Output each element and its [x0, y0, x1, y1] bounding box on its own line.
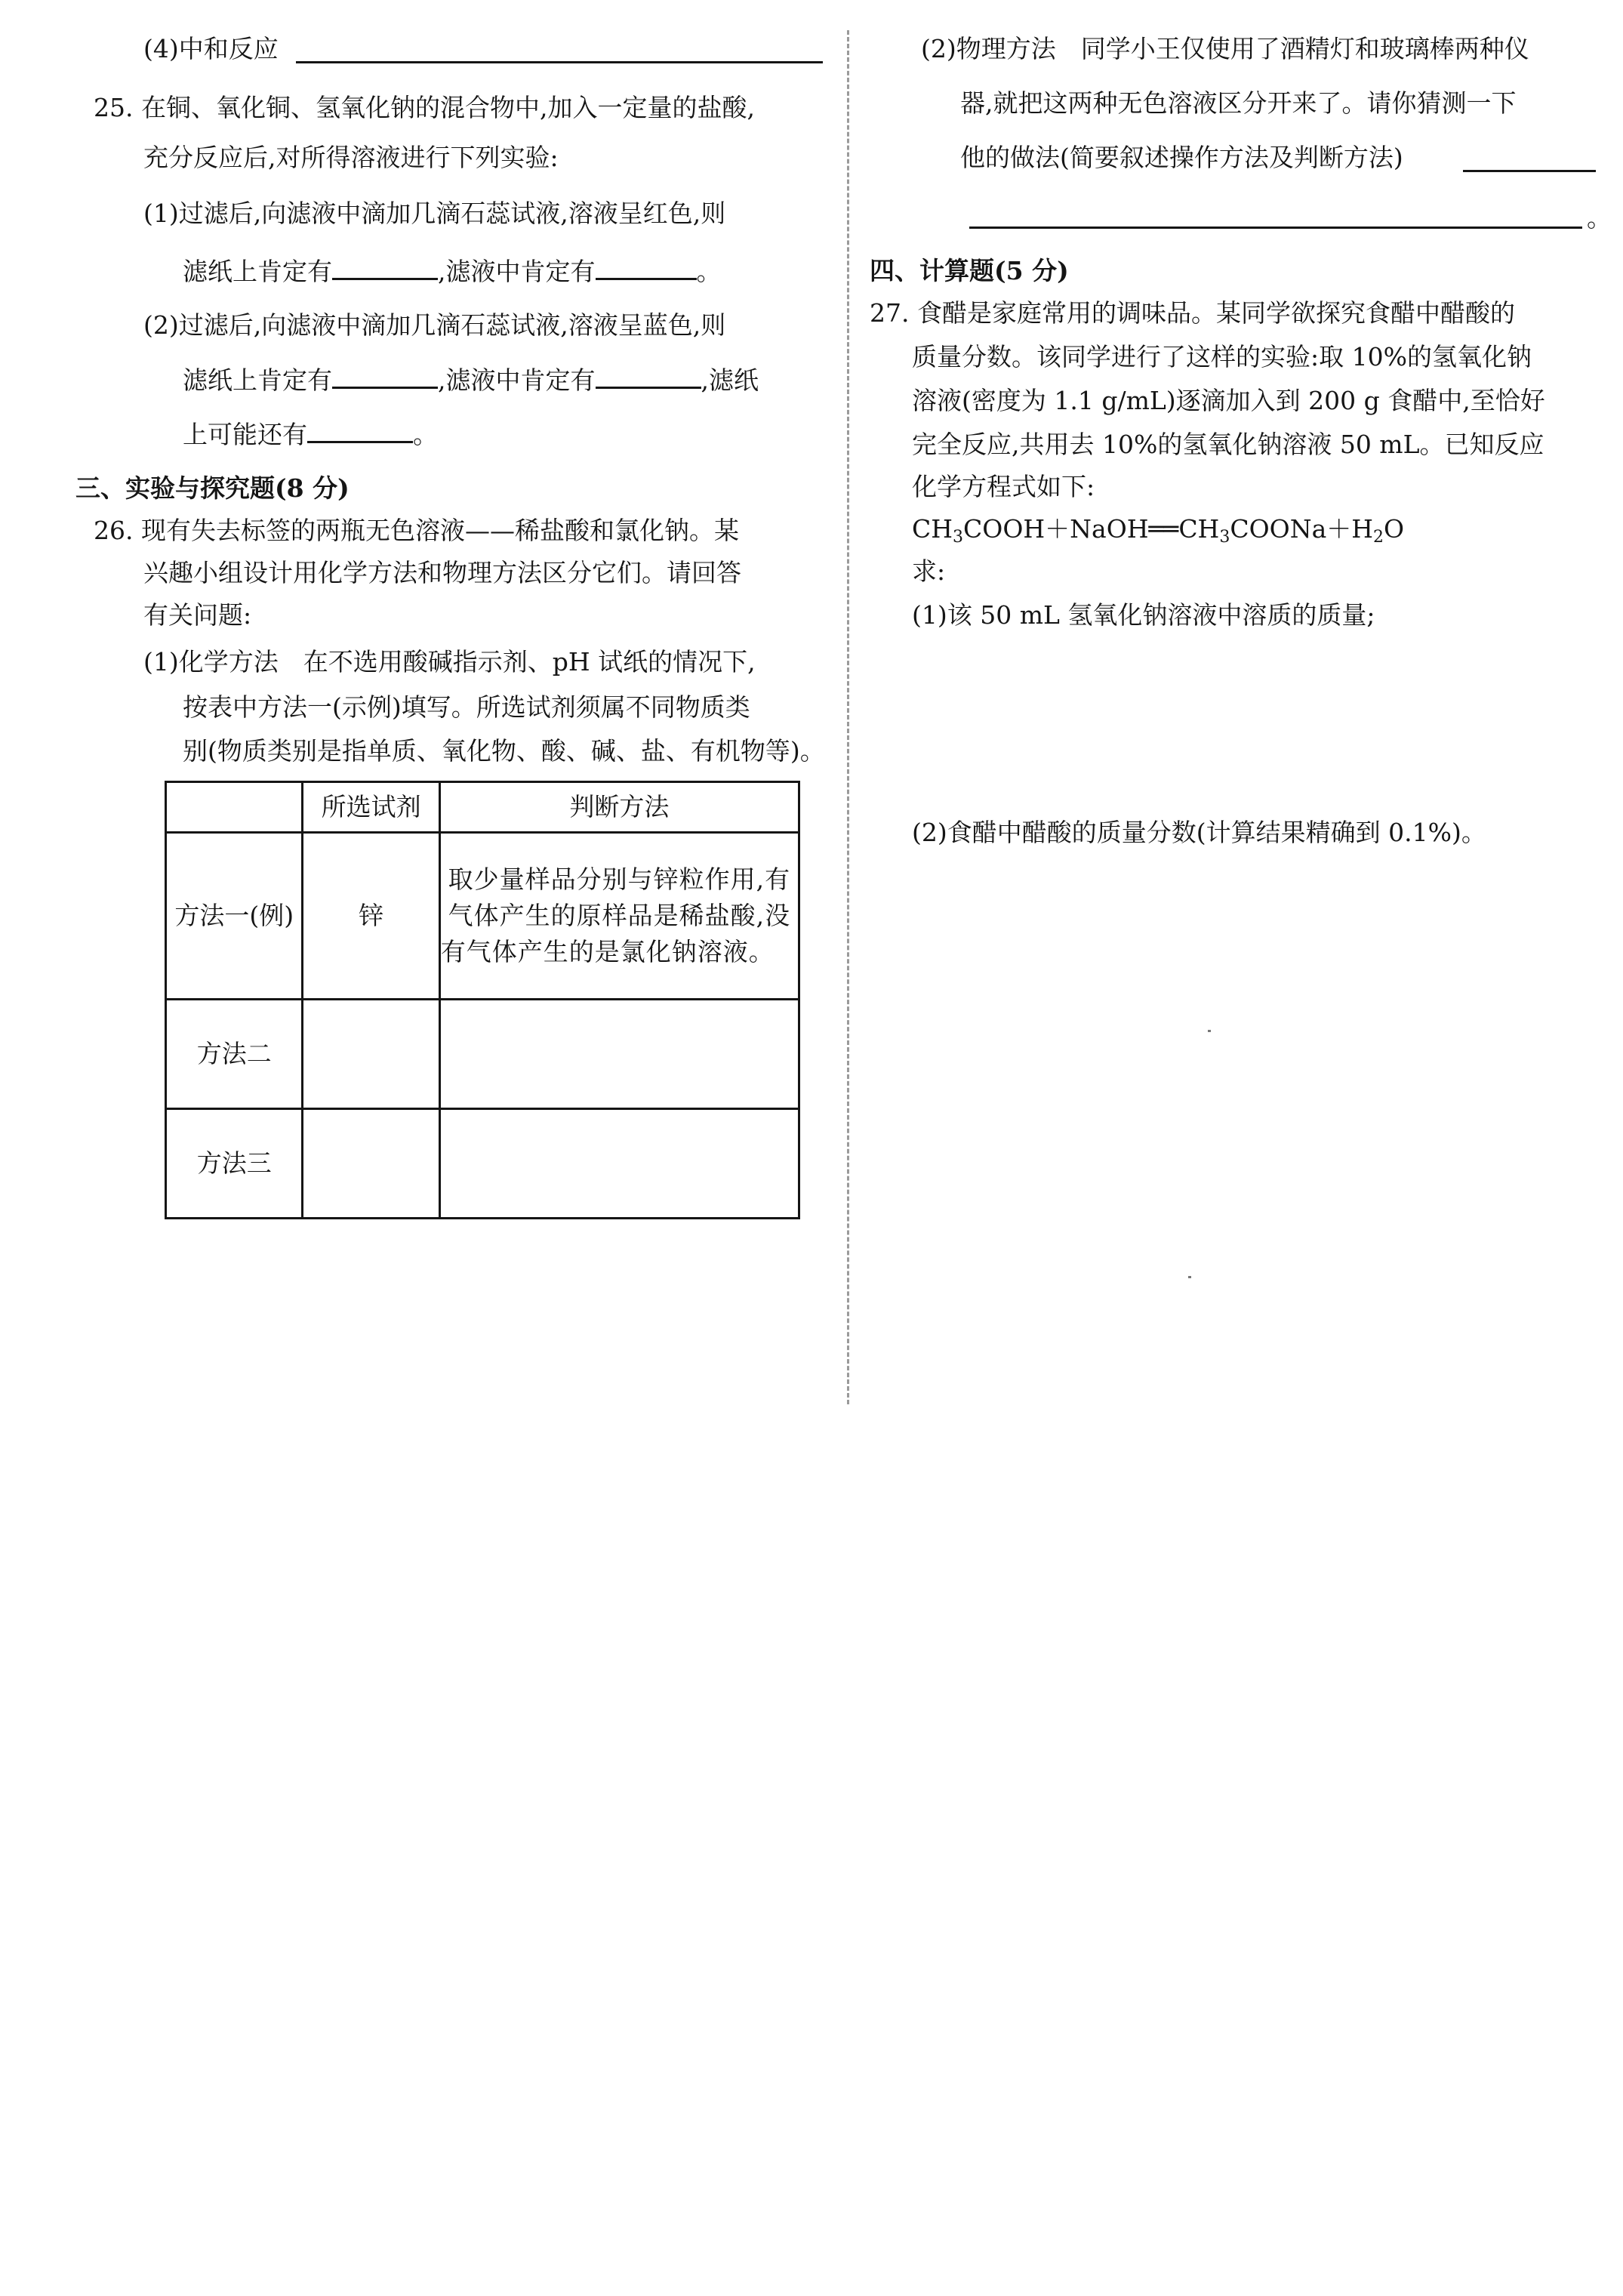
header-cell-reagent: 所选试剂: [303, 782, 439, 833]
q26-part1-line1: (1)化学方法 在不选用酸碱指示剂、pH 试纸的情况下,: [143, 647, 756, 676]
q27-part2: (2)食醋中醋酸的质量分数(计算结果精确到 0.1%)。: [912, 818, 1486, 847]
q25-part2-text-d: 上可能还有: [183, 420, 307, 449]
table-row: [166, 1109, 799, 1219]
q25-part1-line2: [183, 252, 722, 291]
q25-part2-line3: [183, 415, 438, 454]
table-row: [166, 833, 799, 1000]
q27-line4: 完全反应,共用去 10%的氢氧化钠溶液 50 mL。已知反应: [912, 430, 1544, 459]
q25-part1-line1: (1)过滤后,向滤液中滴加几滴石蕊试液,溶液呈红色,则: [143, 199, 726, 228]
q27-line1: 27. 食醋是家庭常用的调味品。某同学欲探究食醋中醋酸的: [870, 298, 1515, 328]
q24-part4-label: (4)中和反应: [143, 34, 279, 63]
q25-part1-end: 。: [696, 257, 722, 286]
q26-part1-line3: 别(物质类别是指单质、氧化物、酸、碱、盐、有机物等)。: [183, 736, 825, 766]
q26-part2-line3-text: 他的做法(简要叙述操作方法及判断方法): [960, 143, 1403, 172]
header-cell-judgement: 判断方法: [439, 782, 799, 833]
eq-subscript: 3: [1219, 528, 1230, 547]
eq-products: COONa＋H: [1230, 514, 1374, 544]
section4-title: 四、计算题(5 分): [870, 256, 1069, 285]
q25-part1-text-b: ,滤液中肯定有: [438, 257, 596, 286]
eq-subscript: 2: [1373, 528, 1384, 547]
q25-part2-text-a: 滤纸上肯定有: [183, 365, 332, 395]
q25-part2-end: 。: [413, 420, 438, 449]
q26-part2-line2: 器,就把这两种无色溶液区分开来了。请你猜测一下: [960, 88, 1517, 118]
judgement-cell: 取少量样品分别与锌粒作用,有气体产生的原样品是稀盐酸,没有气体产生的是氯化钠溶液。: [439, 833, 799, 1000]
reagent-answer-cell[interactable]: [303, 1109, 439, 1219]
left-column: [0, 0, 845, 1435]
reagent-answer-cell[interactable]: [303, 1000, 439, 1109]
eq-product-o: O: [1384, 514, 1405, 544]
eq-product-ch: CH: [1178, 514, 1220, 544]
q24-part4-line: [143, 30, 279, 68]
section3-title: 三、实验与探究题(8 分): [75, 473, 350, 503]
scan-speck: [1188, 1276, 1191, 1278]
q25-stem-line2: 充分反应后,对所得溶液进行下列实验:: [143, 143, 559, 172]
q26-part2-answer-blank-1[interactable]: [1463, 170, 1596, 172]
table-row: [166, 1000, 799, 1109]
q26-part2-line1: (2)物理方法 同学小王仅使用了酒精灯和玻璃棒两种仪: [921, 34, 1529, 63]
eq-reactants: COOH＋NaOH: [963, 514, 1149, 544]
q26-stem-line2: 兴趣小组设计用化学方法和物理方法区分它们。请回答: [143, 558, 741, 587]
q27-line5: 化学方程式如下:: [912, 472, 1095, 501]
q24-part4-answer-blank[interactable]: [296, 61, 823, 63]
method-name-cell: 方法二: [166, 1000, 303, 1109]
column-divider: [847, 30, 849, 1404]
eq-subscript: 3: [953, 528, 964, 547]
eq-reactant-ch: CH: [912, 514, 953, 544]
q26-stem-line3: 有关问题:: [143, 600, 252, 630]
q25-stem-line1: 25. 在铜、氧化铜、氢氧化钠的混合物中,加入一定量的盐酸,: [94, 93, 755, 122]
q26-part2-end: 。: [1587, 203, 1612, 233]
q25-part1-blank-filtrate[interactable]: [596, 252, 697, 280]
q25-part1-blank-filter-paper[interactable]: [332, 252, 438, 280]
q25-part2-line1: (2)过滤后,向滤液中滴加几滴石蕊试液,溶液呈蓝色,则: [143, 310, 726, 340]
q27-ask: 求:: [912, 556, 946, 586]
judgement-answer-cell[interactable]: [439, 1109, 799, 1219]
method-name-cell: 方法一(例): [166, 833, 303, 1000]
judgement-answer-cell[interactable]: [439, 1000, 799, 1109]
methods-table: [165, 781, 800, 1219]
q27-line2: 质量分数。该同学进行了这样的实验:取 10%的氢氧化钠: [912, 342, 1532, 371]
eq-equals-sign: ══: [1148, 514, 1179, 544]
q25-part2-blank-possible[interactable]: [307, 415, 413, 443]
table-header-row: [166, 782, 799, 833]
reagent-cell: 锌: [303, 833, 439, 1000]
q25-part2-line2: [183, 361, 759, 399]
q25-part2-text-b: ,滤液中肯定有: [438, 365, 596, 395]
q27-line3: 溶液(密度为 1.1 g/mL)逐滴加入到 200 g 食醋中,至恰好: [912, 386, 1545, 415]
q27-part1: (1)该 50 mL 氢氧化钠溶液中溶质的质量;: [912, 600, 1375, 630]
q25-part2-blank-filter-paper[interactable]: [332, 361, 438, 389]
q25-part2-blank-filtrate[interactable]: [596, 361, 701, 389]
scan-speck: [1208, 1030, 1211, 1032]
q25-part2-text-c: ,滤纸: [701, 365, 759, 395]
q26-part2-answer-blank-2[interactable]: [969, 227, 1582, 229]
header-cell-empty: [166, 782, 303, 833]
q25-part1-text-a: 滤纸上肯定有: [183, 257, 332, 286]
q26-stem-line1: 26. 现有失去标签的两瓶无色溶液——稀盐酸和氯化钠。某: [94, 516, 739, 545]
q26-part1-line2: 按表中方法一(示例)填写。所选试剂须属不同物质类: [183, 692, 750, 722]
method-name-cell: 方法三: [166, 1109, 303, 1219]
right-column: [853, 0, 1623, 1435]
chemical-equation: [912, 510, 1404, 556]
q26-part2-line3: [960, 139, 1403, 177]
